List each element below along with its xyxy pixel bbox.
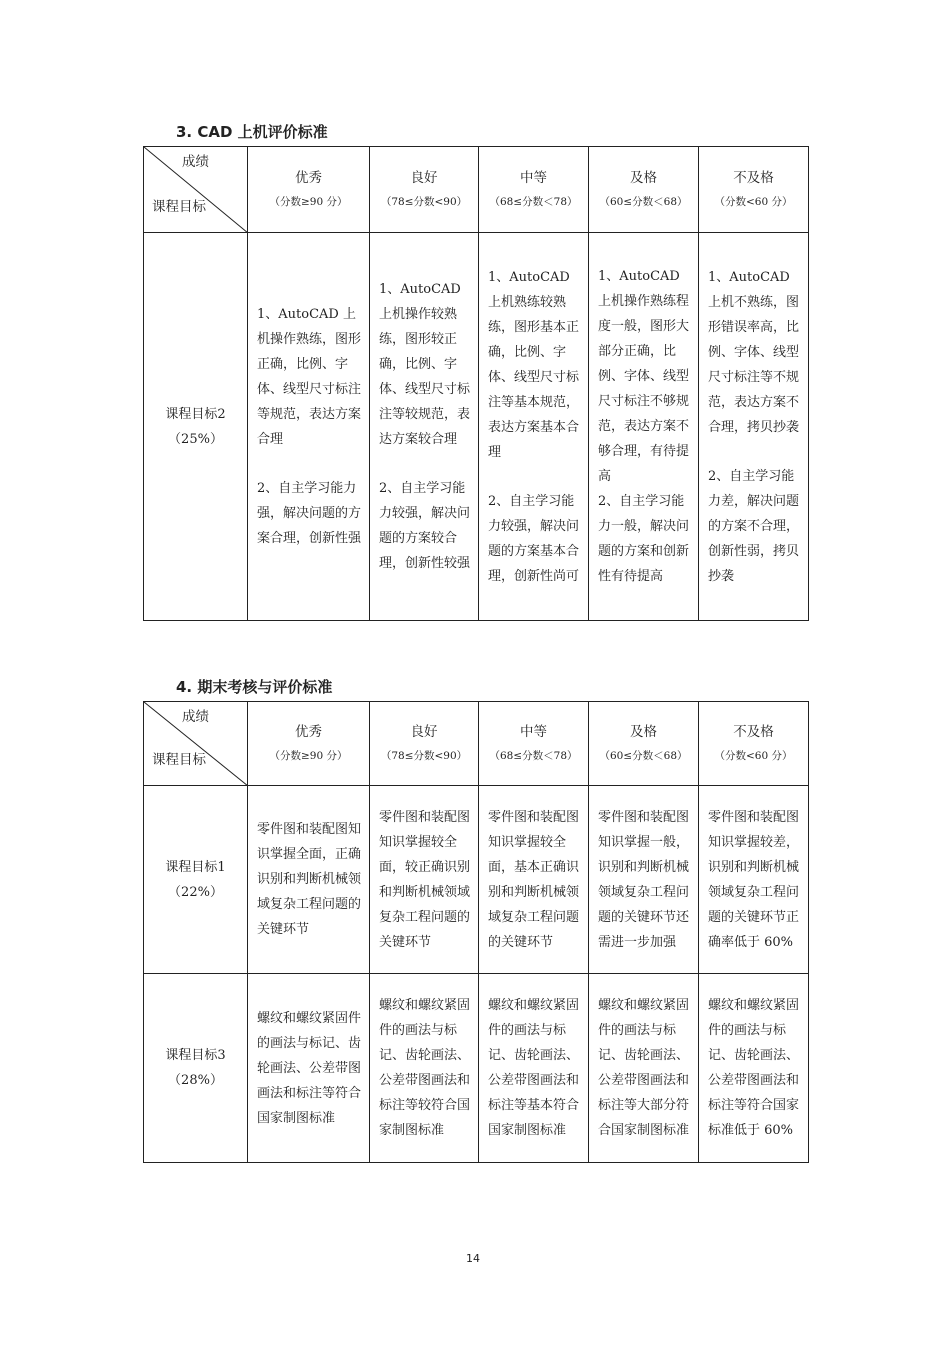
criteria-good: 螺纹和螺纹紧固件的画法与标记、齿轮画法、公差带图画法和标注等较符合国家制图标准 [370,974,479,1163]
level-pass: 及格 （60≤分数＜68） [589,147,699,233]
page-number: 14 [466,1252,480,1265]
header-row [144,702,809,786]
level-medium: 中等 （68≤分数＜78） [479,147,589,233]
level-good: 良好 （78≤分数<90） [370,147,479,233]
level-fail: 不及格 （分数<60 分） [699,702,809,786]
table-row [144,786,809,974]
criteria-pass: 零件图和装配图知识掌握一般，识别和判断机械领域复杂工程问题的关键环节还需进一步加强 [589,786,699,974]
objective-label: 课程目标1 [165,859,226,875]
level-excellent: 优秀 （分数≥90 分） [248,702,370,786]
criteria-good: 1、AutoCAD 上机操作较熟练，图形较正确，比例、字体、线型尺寸标注等较规范，表达方案较合理 2、自主学习能力较强，解决问题的方案较合理，创新性较强 [370,233,479,621]
section-3-title: 3. CAD 上机评价标准 [176,123,328,141]
level-pass: 及格 （60≤分数＜68） [589,702,699,786]
objective-weight: （22%） [168,884,223,900]
criteria-good: 零件图和装配图知识掌握较全面，较正确识别和判断机械领域复杂工程问题的关键环节 [370,786,479,974]
objective-label: 课程目标2 [165,406,226,422]
criteria-excellent: 1、AutoCAD 上机操作熟练，图形正确，比例、字体、线型尺寸标注等规范，表达方案合理 2、自主学习能力强，解决问题的方案合理，创新性强 [248,233,370,621]
objective-weight: （28%） [168,1073,223,1088]
criteria-excellent: 螺纹和螺纹紧固件的画法与标记、齿轮画法、公差带图画法和标注等符合国家制图标准 [248,974,370,1163]
criteria-fail: 零件图和装配图知识掌握较差，识别和判断机械领域复杂工程问题的关键环节正确率低于 60% [699,786,809,974]
header-row [144,147,809,233]
criteria-medium: 螺纹和螺纹紧固件的画法与标记、齿轮画法、公差带图画法和标注等基本符合国家制图标准 [479,974,589,1163]
corner-objective-label: 课程目标 [152,752,206,768]
level-fail: 不及格 （分数<60 分） [699,147,809,233]
corner-score-label: 成绩 [182,154,209,170]
criteria-pass: 螺纹和螺纹紧固件的画法与标记、齿轮画法、公差带图画法和标注等大部分符合国家制图标准 [589,974,699,1163]
criteria-excellent: 零件图和装配图知识掌握全面，正确识别和判断机械领域复杂工程问题的关键环节 [248,786,370,974]
table-row [144,974,809,1163]
criteria-pass: 1、AutoCAD 上机操作熟练程度一般，图形大部分正确，比例、字体、线型尺寸标注不够规范，表达方案不够合理，有待提高 2、自主学习能力一般，解决问题的方案和创新性有待提高 [589,233,699,621]
level-good: 良好 （78≤分数<90） [370,702,479,786]
objective-cell [144,233,248,621]
level-excellent: 优秀 （分数≥90 分） [248,147,370,233]
criteria-fail: 螺纹和螺纹紧固件的画法与标记、齿轮画法、公差带图画法和标注等符合国家标准低于 60% [699,974,809,1163]
cad-grading-table [143,146,809,621]
objective-weight: （25%） [168,431,223,447]
objective-cell [144,786,248,974]
final-exam-grading-table [143,701,809,1163]
corner-cell [144,702,248,786]
corner-score-label: 成绩 [182,709,209,725]
criteria-medium: 1、AutoCAD 上机熟练较熟练，图形基本正确，比例、字体、线型尺寸标注等基本规范，表达方案基本合理 2、自主学习能力较强，解决问题的方案基本合理，创新性尚可 [479,233,589,621]
corner-objective-label: 课程目标 [152,199,206,215]
section-4-title: 4. 期末考核与评价标准 [176,678,333,696]
table-row [144,233,809,621]
objective-label: 课程目标3 [165,1048,226,1063]
criteria-medium: 零件图和装配图知识掌握较全面，基本正确识别和判断机械领域复杂工程问题的关键环节 [479,786,589,974]
criteria-fail: 1、AutoCAD 上机不熟练，图形错误率高，比例、字体、线型尺寸标注等不规范，表达方案不合理，拷贝抄袭 2、自主学习能力差，解决问题的方案不合理，创新性弱，拷贝抄袭 [699,233,809,621]
objective-cell [144,974,248,1163]
level-medium: 中等 （68≤分数＜78） [479,702,589,786]
corner-cell [144,147,248,233]
